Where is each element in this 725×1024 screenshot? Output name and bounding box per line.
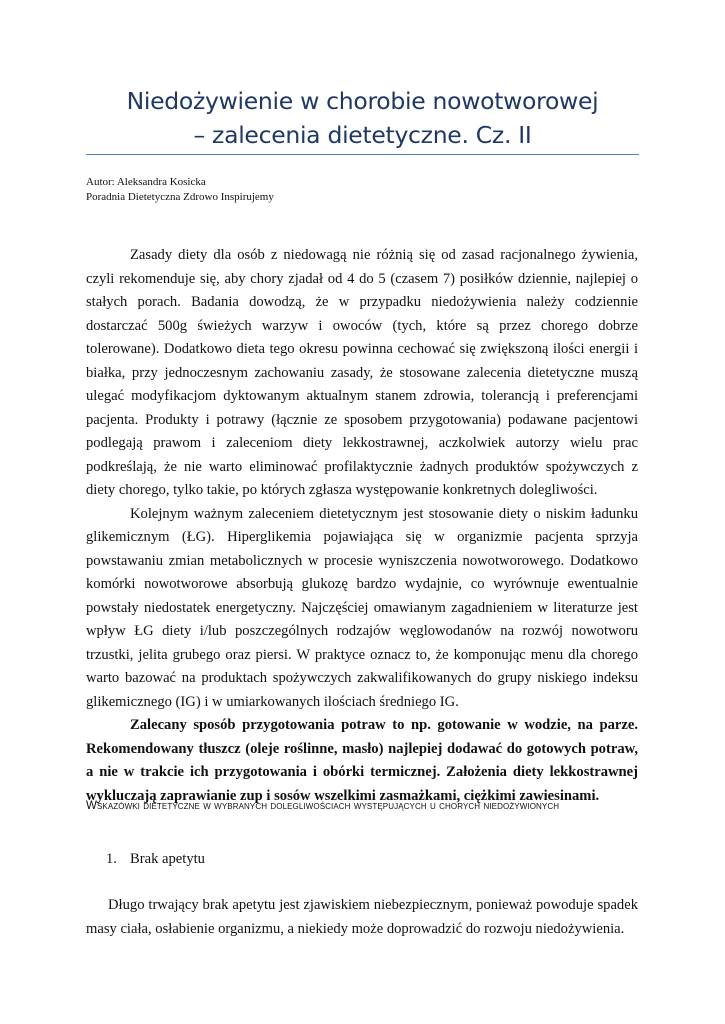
paragraph-1: Zasady diety dla osób z niedowagą nie różnią się od zasad racjonalnego żywienia, czyli rekomenduje się, aby chory zjadał od 4 do 5 (czasem 7) posiłków dziennie, najlepiej o stałych porach. Badania dowodzą, że w przypadku niedożywienia należy codziennie dostarczać 500g świeżych warzyw i owoców (tych, które są przez chorego dobrze tolerowane). Dodatkowo dieta tego okresu powinna cechować się zwiększoną ilości energii i białka, przy jednoczesnym zachowaniu zasady, że stosowane zalecenia dietetyczne muszą ulegać modyfikacjom dyktowanym aktualnym stanem zdrowia, tolerancją i preferencjami pacjenta. Produkty i potrawy (łącznie ze sposobem przygotowania) podawane pacjentowi podlegają prawom i zaleceniom diety lekkostrawnej, aczkolwiek autorzy wielu prac podkreślają, że nie warto eliminować profilaktycznie żadnych produktów spożywczych z diety chorego, tylko takie, po których zgłasza występowanie konkretnych dolegliwości. <box>86 247 638 498</box>
paragraph-2: Kolejnym ważnym zaleceniem dietetycznym jest stosowanie diety o niskim ładunku glikemicznym (ŁG). Hiperglikemia pojawiająca się w organizmie pacjenta sprzyja powstawaniu zmian metabolicznych w procesie wyniszczenia nowotworowego. Dodatkowo komórki nowotworowe absorbują glukozę bardzo wydajnie, co wyrównuje ewentualnie powstały niedostatek energetyczny. Najczęściej omawianym zagadnieniem w literaturze jest wpływ ŁG diety i/lub poszczególnych rodzajów węglowodanów na rozwój nowotworu trzustki, jelita grubego oraz piersi. W praktyce oznacz to, że komponując menu dla chorego warto bazować na produktach spożywczych zakwalifikowanych do grupy niskiego indeksu glikemicznego (IG) i w umiarkowanych ilościach średniego IG. <box>86 505 638 710</box>
closing-section <box>86 893 638 941</box>
article-body <box>86 244 638 808</box>
title-divider <box>86 154 639 155</box>
author-block <box>86 175 274 205</box>
title-line-2: – zalecenia dietetyczne. Cz. II <box>193 121 532 149</box>
author-line: Autor: Aleksandra Kosicka <box>86 176 206 188</box>
section-heading: Wskazówki dietetyczne w wybranych dolegliwościach występujących u chorych niedożywionych <box>86 800 560 812</box>
affiliation-line: Poradnia Dietetyczna Zdrowo Inspirujemy <box>86 191 274 203</box>
closing-paragraph: Długo trwający brak apetytu jest zjawiskiem niebezpiecznym, ponieważ powoduje spadek masy ciała, osłabienie organizmu, a niekiedy może doprowadzić do rozwoju niedożywienia. <box>86 897 638 937</box>
list-item-label: Brak apetytu <box>130 851 205 867</box>
list-item <box>106 849 205 869</box>
document-title <box>86 84 639 152</box>
title-line-1: Niedożywienie w chorobie nowotworowej <box>126 87 599 115</box>
paragraph-3-bold: Zalecany sposób przygotowania potraw to np. gotowanie w wodzie, na parze. Rekomendowany tłuszcz (oleje roślinne, masło) najlepiej dodawać do gotowych potraw, a nie w trakcie ich przygotowania i obórki termicznej. Założenia diety lekkostrawnej wykluczają zaprawianie zup i sosów wszelkimi zasmażkami, ciężkimi zawiesinami. <box>86 717 638 804</box>
list-number: 1. <box>106 851 117 867</box>
